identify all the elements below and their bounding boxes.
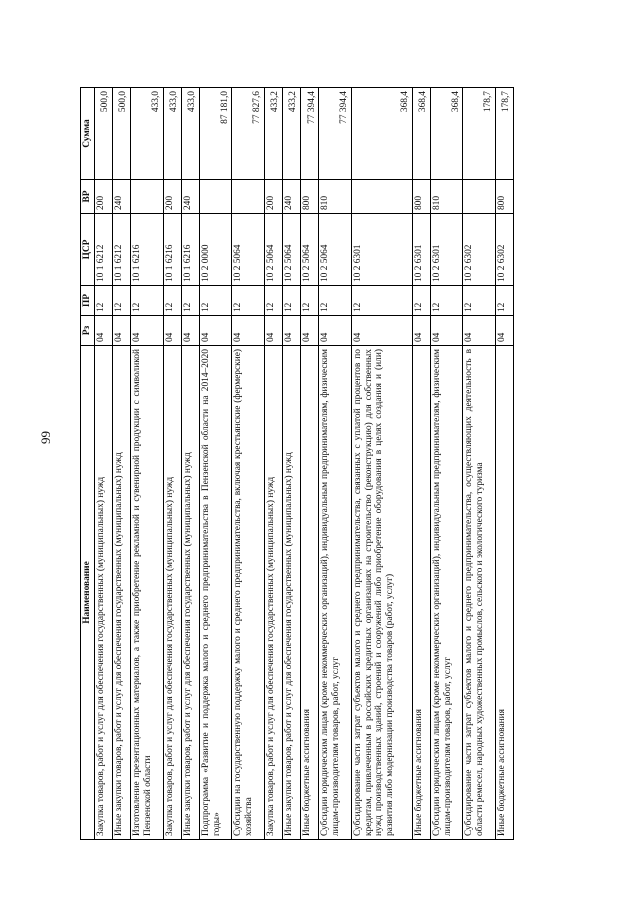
cell-rz: 04 [495, 316, 513, 346]
cell-name: Иные закупки товаров, работ и услуг для обеспечения государственных (муниципальных) нужд [283, 346, 301, 840]
header-sum: Сумма [81, 88, 95, 180]
cell-csr: 10 1 6212 [94, 214, 112, 286]
cell-rz: 04 [181, 316, 199, 346]
table-header-row [81, 88, 95, 840]
cell-csr: 10 1 6216 [131, 214, 163, 286]
table-row [181, 88, 199, 840]
cell-csr: 10 1 6216 [163, 214, 181, 286]
cell-name: Субсидии юридическим лицам (кроме некоммерческих организаций), индивидуальным предпринимателям, физическим лицам-производителям товаров, работ, услуг [430, 346, 462, 840]
cell-rz: 04 [463, 316, 495, 346]
cell-csr: 10 2 6301 [412, 214, 430, 286]
cell-vr: 200 [264, 180, 282, 214]
cell-name: Изготовление презентационных материалов, а также приобретение рекламной и сувенирной продукции с символикой Пензенской области [131, 346, 163, 840]
table-row [301, 88, 319, 840]
cell-csr: 10 2 6302 [463, 214, 495, 286]
cell-rz: 04 [94, 316, 112, 346]
table-row [264, 88, 282, 840]
header-name: Наименование [81, 346, 95, 840]
cell-rz: 04 [412, 316, 430, 346]
cell-csr: 10 2 5064 [301, 214, 319, 286]
cell-name: Закупка товаров, работ и услуг для обеспечения государственных (муниципальных) нужд [163, 346, 181, 840]
cell-pr: 12 [319, 286, 351, 316]
cell-vr: 800 [301, 180, 319, 214]
cell-vr: 200 [94, 180, 112, 214]
cell-pr: 12 [351, 286, 412, 316]
cell-csr: 10 1 6212 [113, 214, 131, 286]
cell-pr: 12 [495, 286, 513, 316]
table-body [94, 88, 513, 840]
cell-csr: 10 2 6301 [351, 214, 412, 286]
cell-sum: 178,7 [463, 88, 495, 180]
cell-rz: 04 [301, 316, 319, 346]
table-row [113, 88, 131, 840]
cell-vr: 800 [412, 180, 430, 214]
table-row [463, 88, 495, 840]
table-row [199, 88, 231, 840]
cell-sum: 433,0 [131, 88, 163, 180]
cell-name: Субсидии юридическим лицам (кроме некоммерческих организаций), индивидуальным предпринимателям, физическим лицам-производителям товаров, работ, услуг [319, 346, 351, 840]
cell-name: Субсидирование части затрат субъектов малого и среднего предпринимательства, осуществляющих деятельность в области ремесел, народных художественных промыслов, сельского и экологического туризма [463, 346, 495, 840]
cell-pr: 12 [264, 286, 282, 316]
cell-rz: 04 [131, 316, 163, 346]
header-pr: ПР [81, 286, 95, 316]
cell-rz: 04 [351, 316, 412, 346]
table-row [232, 88, 264, 840]
cell-pr: 12 [94, 286, 112, 316]
budget-table [80, 87, 514, 840]
cell-rz: 04 [113, 316, 131, 346]
cell-pr: 12 [301, 286, 319, 316]
cell-rz: 04 [430, 316, 462, 346]
table-row [94, 88, 112, 840]
header-vr: ВР [81, 180, 95, 214]
cell-rz: 04 [319, 316, 351, 346]
cell-csr: 10 2 5064 [264, 214, 282, 286]
cell-rz: 04 [264, 316, 282, 346]
cell-name: Закупка товаров, работ и услуг для обеспечения государственных (муниципальных) нужд [264, 346, 282, 840]
cell-sum: 433,2 [264, 88, 282, 180]
cell-sum: 368,4 [430, 88, 462, 180]
cell-name: Закупка товаров, работ и услуг для обеспечения государственных (муниципальных) нужд [94, 346, 112, 840]
cell-pr: 12 [232, 286, 264, 316]
cell-rz: 04 [283, 316, 301, 346]
cell-rz: 04 [199, 316, 231, 346]
cell-sum: 77 394,4 [319, 88, 351, 180]
cell-rz: 04 [232, 316, 264, 346]
cell-pr: 12 [430, 286, 462, 316]
cell-sum: 87 181,0 [199, 88, 231, 180]
header-csr: ЦСР [81, 214, 95, 286]
cell-name: Иные закупки товаров, работ и услуг для обеспечения государственных (муниципальных) нужд [113, 346, 131, 840]
cell-sum: 433,0 [181, 88, 199, 180]
cell-vr [232, 180, 264, 214]
cell-pr: 12 [131, 286, 163, 316]
cell-sum: 77 827,6 [232, 88, 264, 180]
cell-vr [463, 180, 495, 214]
cell-sum: 433,2 [283, 88, 301, 180]
cell-vr: 810 [430, 180, 462, 214]
cell-csr: 10 2 6302 [495, 214, 513, 286]
cell-pr: 12 [199, 286, 231, 316]
cell-csr: 10 2 5064 [319, 214, 351, 286]
cell-vr [199, 180, 231, 214]
page-number: 99 [38, 431, 53, 444]
cell-pr: 12 [412, 286, 430, 316]
cell-csr: 10 2 5064 [232, 214, 264, 286]
header-rz: Рз [81, 316, 95, 346]
cell-name: Субсидирование части затрат субъектов малого и среднего предпринимательства, связанных с уплатой процентов по кредитам, привлеченным в российских кредитных организациях на строительство (реконструкцию) для собственных нужд производственных зданий, строений и сооружений либо приобретение оборудования в целях создания и (или) развития либо модернизации производства товаров (работ, услуг) [351, 346, 412, 840]
cell-vr [351, 180, 412, 214]
cell-pr: 12 [163, 286, 181, 316]
cell-name: Иные бюджетные ассигнования [412, 346, 430, 840]
cell-vr: 240 [113, 180, 131, 214]
cell-vr: 800 [495, 180, 513, 214]
cell-vr: 200 [163, 180, 181, 214]
cell-name: Иные закупки товаров, работ и услуг для обеспечения государственных (муниципальных) нужд [181, 346, 199, 840]
cell-csr: 10 2 6301 [430, 214, 462, 286]
table-row [283, 88, 301, 840]
cell-csr: 10 2 5064 [283, 214, 301, 286]
table-row [351, 88, 412, 840]
cell-pr: 12 [463, 286, 495, 316]
table-row [319, 88, 351, 840]
cell-pr: 12 [181, 286, 199, 316]
cell-name: Субсидии на государственную поддержку малого и среднего предпринимательства, включая крестьянские (фермерские) хозяйства [232, 346, 264, 840]
table-row [131, 88, 163, 840]
table-row [163, 88, 181, 840]
cell-sum: 178,7 [495, 88, 513, 180]
budget-table-container [80, 88, 514, 840]
table-row [430, 88, 462, 840]
cell-name: Подпрограмма «Развитие и поддержка малого и среднего предпринимательства в Пензенской области на 2014–2020 годы» [199, 346, 231, 840]
cell-vr: 810 [319, 180, 351, 214]
table-row [412, 88, 430, 840]
cell-sum: 433,0 [163, 88, 181, 180]
cell-vr: 240 [283, 180, 301, 214]
cell-csr: 10 1 6216 [181, 214, 199, 286]
cell-pr: 12 [283, 286, 301, 316]
cell-pr: 12 [113, 286, 131, 316]
cell-name: Иные бюджетные ассигнования [495, 346, 513, 840]
cell-sum: 368,4 [412, 88, 430, 180]
cell-sum: 500,0 [94, 88, 112, 180]
cell-csr: 10 2 0000 [199, 214, 231, 286]
cell-sum: 77 394,4 [301, 88, 319, 180]
cell-vr: 240 [181, 180, 199, 214]
cell-rz: 04 [163, 316, 181, 346]
table-row [495, 88, 513, 840]
cell-vr [131, 180, 163, 214]
cell-sum: 368,4 [351, 88, 412, 180]
cell-sum: 500,0 [113, 88, 131, 180]
cell-name: Иные бюджетные ассигнования [301, 346, 319, 840]
